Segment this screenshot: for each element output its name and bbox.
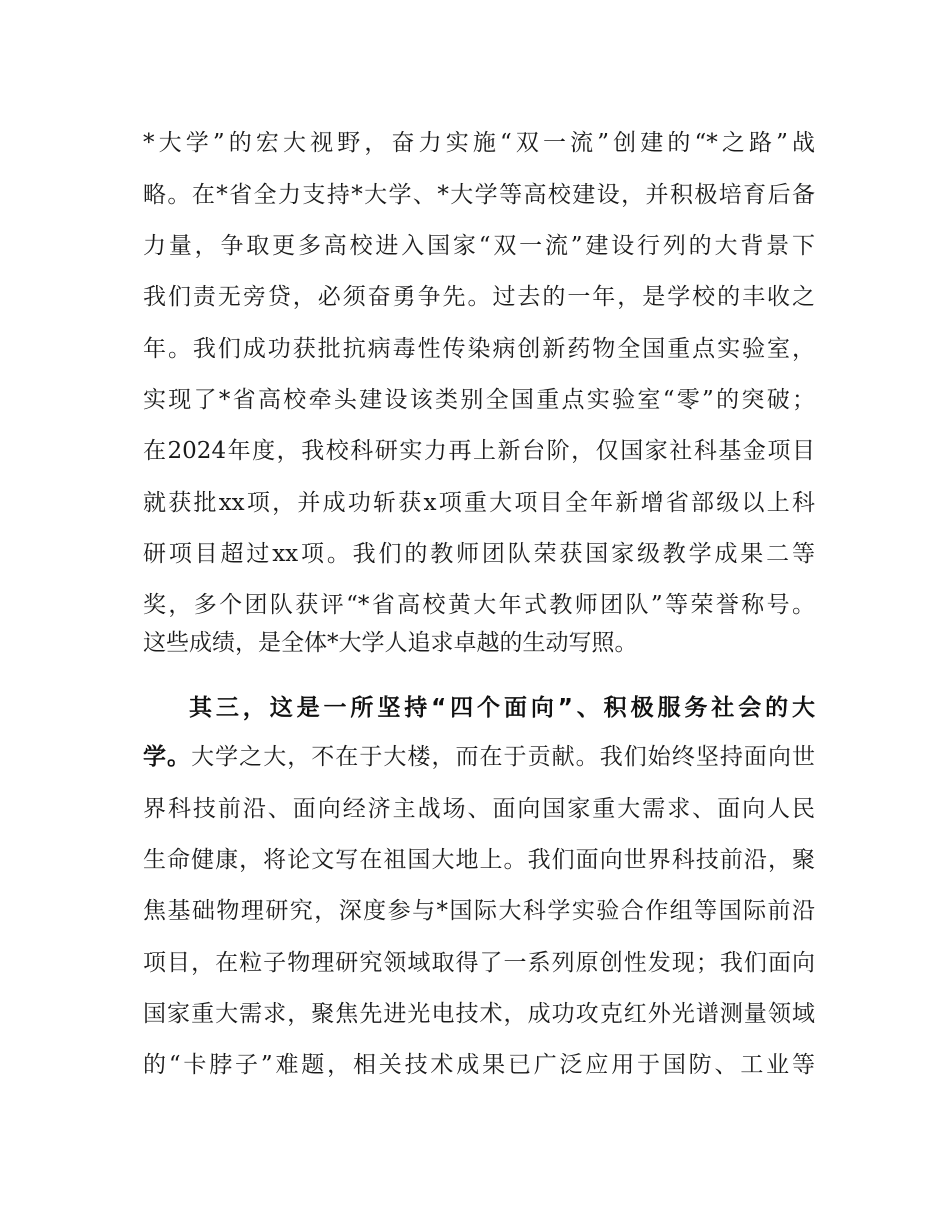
paragraph-line: 研项目超过xx项。我们的教师团队荣获国家级教学成果二等 — [143, 541, 815, 567]
paragraph-line: 界科技前沿、面向经济主战场、面向国家重大需求、面向人民 — [143, 796, 815, 822]
paragraph-line: 国家重大需求，聚焦先进光电技术，成功攻克红外光谱测量领域 — [143, 1001, 815, 1027]
paragraph-line: 的“卡脖子”难题，相关技术成果已广泛应用于国防、工业等 — [143, 1052, 815, 1078]
paragraph-line: 力量，争取更多高校进入国家“双一流”建设行列的大背景下 — [143, 233, 815, 259]
paragraph-line: 焦基础物理研究，深度参与*国际大科学实验合作组等国际前沿 — [143, 898, 815, 924]
paragraph-line: 在2024年度，我校科研实力再上新台阶，仅国家社科基金项目 — [143, 438, 815, 464]
paragraph-line: 实现了*省高校牵头建设该类别全国重点实验室“零”的突破； — [143, 387, 815, 413]
paragraph-line: 就获批xx项，并成功斩获x项重大项目全年新增省部级以上科 — [143, 490, 815, 516]
section-heading-end: 学。 — [143, 744, 192, 770]
section-heading: 其三，这是一所坚持“四个面向”、积极服务社会的大 — [189, 695, 815, 721]
paragraph-line: 生命健康，将论文写在祖国大地上。我们面向世界科技前沿，聚 — [143, 847, 815, 873]
paragraph-line: 略。在*省全力支持*大学、*大学等高校建设，并积极培育后备 — [143, 182, 815, 208]
paragraph-line: *大学”的宏大视野，奋力实施“双一流”创建的“*之路”战 — [143, 130, 815, 156]
paragraph-text: 大学之大，不在于大楼，而在于贡献。我们始终坚持面向世 — [191, 744, 815, 770]
paragraph-line-mixed — [143, 737, 815, 777]
paragraph-line: 项目，在粒子物理研究领域取得了一系列原创性发现；我们面向 — [143, 950, 815, 976]
paragraph-line: 奖，多个团队获评“*省高校黄大年式教师团队”等荣誉称号。 — [143, 592, 815, 618]
paragraph-line: 我们责无旁贷，必须奋勇争先。过去的一年，是学校的丰收之 — [143, 284, 815, 310]
paragraph-line: 这些成绩，是全体*大学人追求卓越的生动写照。 — [143, 630, 638, 656]
paragraph-line: 年。我们成功获批抗病毒性传染病创新药物全国重点实验室， — [143, 336, 815, 362]
